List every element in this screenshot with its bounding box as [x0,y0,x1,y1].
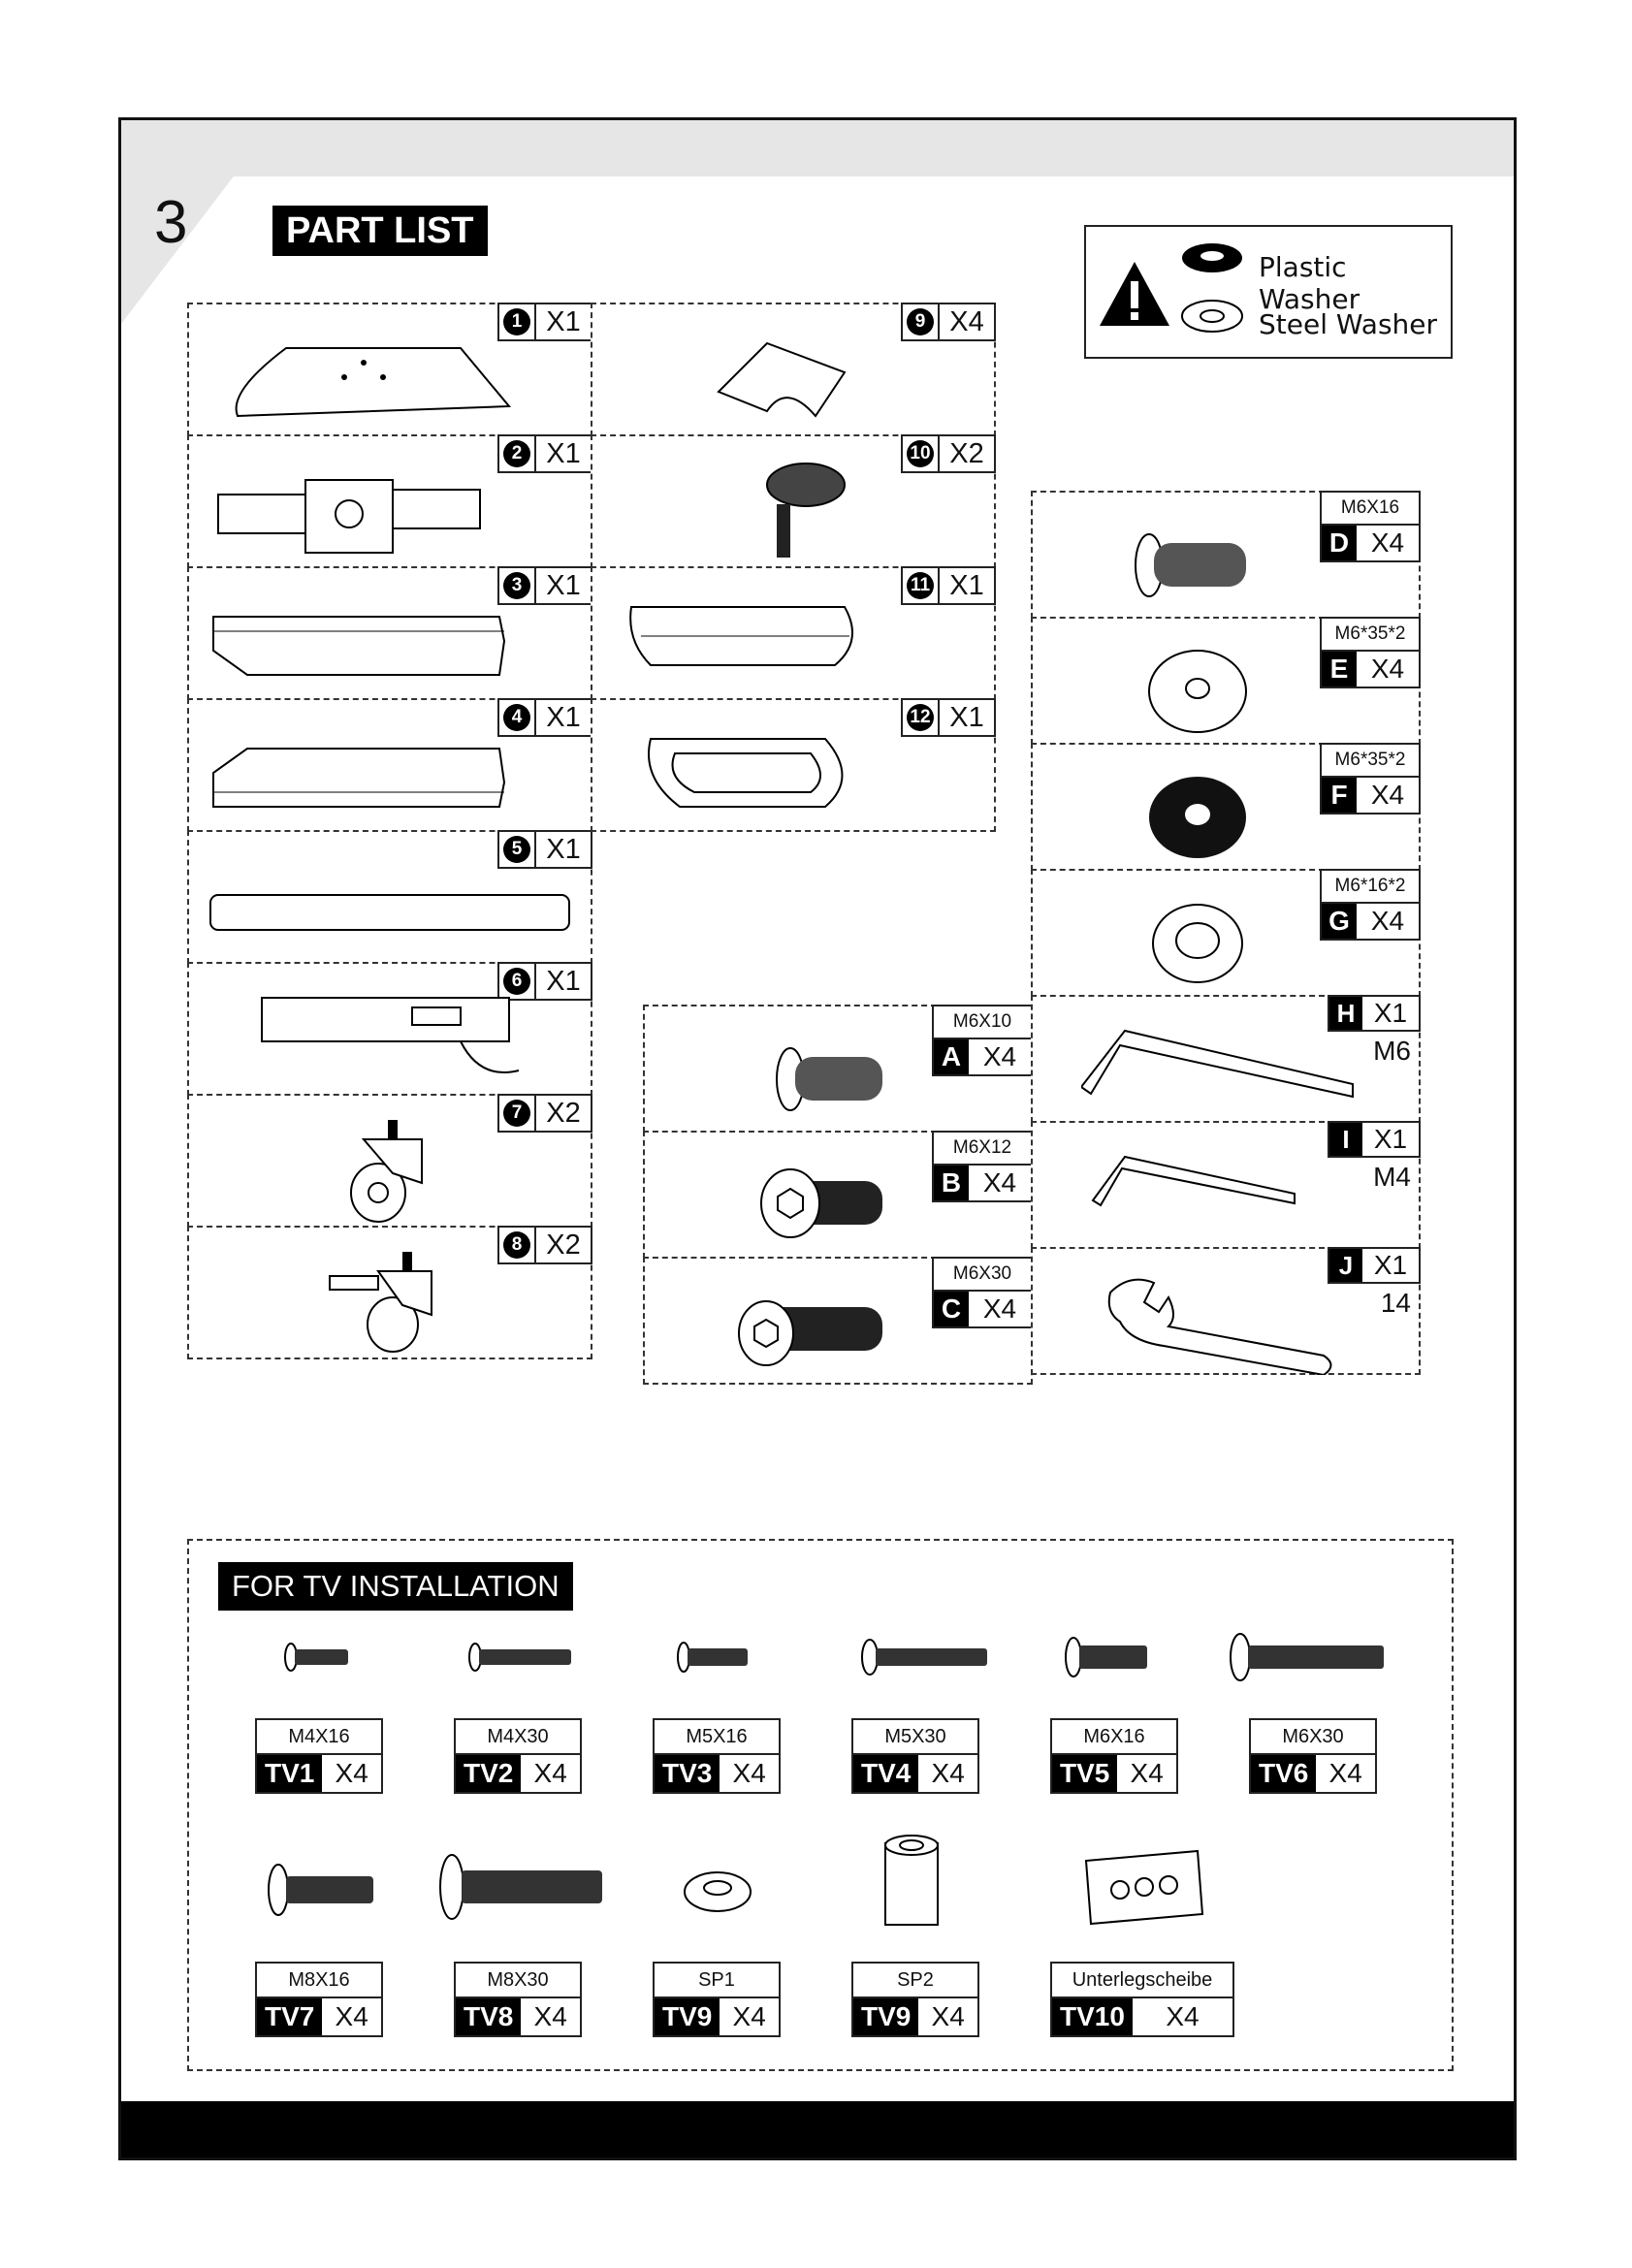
label-text: I [1329,1123,1362,1156]
label-text: X1 [938,700,994,735]
label-text: X4 [982,1167,1017,1198]
label-text: X2 [534,1096,591,1131]
hardware-g-cell [1031,869,1421,997]
label-text: X4 [533,2001,567,2031]
label-text: X1 [1373,1124,1408,1154]
plastic-washer-icon [1178,239,1246,277]
part-6-cell [187,962,592,1096]
wrench-drawing [1101,1268,1353,1375]
label-text: 5 [503,836,530,863]
part-1-cell [187,303,592,436]
label-text: X4 [1370,654,1405,684]
label-text: M6*35*2 [1322,619,1419,652]
tv5-label [1050,1718,1178,1794]
screw-a-drawing [771,1026,897,1123]
label-text: M5X16 [653,1718,781,1753]
label-text: X4 [982,1041,1017,1071]
plastic-washer-f-drawing [1139,764,1256,861]
tv8-screw-drawing [436,1851,606,1924]
hex-key-m4-drawing [1091,1147,1314,1234]
part-7-cell [187,1094,592,1228]
label-text: X4 [1370,906,1405,936]
top-cover-drawing [622,592,864,689]
tv7-label [255,1962,383,2037]
footer-band [121,2101,1514,2157]
tv10-plate-drawing [1081,1846,1207,1933]
tube-drawing [208,885,577,943]
label-text [499,568,534,603]
label-text: TV2 [456,1755,521,1792]
label-text [903,304,938,339]
part-number: 1 [503,308,530,335]
label-text: 11 [907,572,934,599]
label-text: X1 [534,568,591,603]
label-text [903,700,938,735]
part-3-cell [187,566,592,700]
label-text: TV8 [456,1998,521,2035]
label-text: X4 [1370,527,1405,558]
label-text: E [1322,652,1357,687]
label-text: X1 [938,568,994,603]
label-text [499,832,534,867]
label-text: TV1 [257,1755,322,1792]
label-text [499,436,534,471]
part-5-cell [187,830,592,964]
tv5-screw-drawing [1062,1633,1159,1681]
label-text [499,1096,534,1131]
label-text: TV3 [655,1755,720,1792]
caster-drawing [335,1115,451,1227]
label-text: M6X10 [934,1006,1031,1039]
page-title: PART LIST [272,206,488,256]
screw-d-drawing [1130,512,1265,609]
label-text: M4X30 [454,1718,582,1753]
tv9-sleeve-drawing [878,1832,945,1933]
tv4-label [851,1718,979,1794]
base-plate-drawing [218,334,528,431]
bottom-cover-drawing [631,719,864,826]
tool-i-cell [1031,1121,1421,1249]
label-text: F [1322,778,1357,813]
manual-page [118,117,1517,2160]
part-4-cell [187,698,592,832]
hardware-c-cell [643,1257,1033,1385]
label-text [903,568,938,603]
label-text: X4 [1130,1758,1164,1788]
tool-j-cell [1031,1247,1421,1375]
lower-column-drawing [208,744,519,821]
label-text [499,1228,534,1262]
tv10-label [1050,1962,1234,2037]
label-text: TV9 [655,1998,720,2035]
label-text: 4 [503,704,530,731]
tv-section-title: FOR TV INSTALLATION [218,1562,573,1611]
label-text: X1 [534,832,591,867]
label-text: 9 [907,308,934,335]
label-text: C [934,1292,969,1326]
label-text: M6X16 [1050,1718,1178,1753]
hardware-d-cell [1031,491,1421,619]
label-text: M6*16*2 [1322,871,1419,904]
part-11-cell [591,566,996,700]
tv3-label [653,1718,781,1794]
label-text: TV5 [1052,1755,1117,1792]
part-9-cell [591,303,996,436]
step-number: 3 [154,189,188,256]
label-text: Unterlegscheibe [1050,1962,1234,1996]
tv-bracket-drawing [208,465,499,562]
label-text: M6X16 [1322,493,1419,526]
tv2-screw-drawing [465,1638,582,1677]
label-text: 10 [907,440,934,467]
label-text: J [1329,1249,1362,1282]
hardware-a-cell [643,1005,1033,1133]
knob-screw-drawing [748,456,854,567]
label-text: X1 [1373,998,1408,1028]
label-text: TV10 [1052,1998,1133,2035]
label-text: X4 [982,1294,1017,1324]
tv8-label [454,1962,582,2037]
label-text: M6*35*2 [1322,745,1419,778]
label-text: M6X30 [934,1259,1031,1292]
label-text: B [934,1166,969,1200]
label-text: TV4 [853,1755,918,1792]
part-8-cell [187,1226,592,1359]
steel-washer-icon [1178,295,1246,337]
washer-legend [1084,225,1453,359]
part-2-cell [187,434,592,568]
tv6-label [1249,1718,1377,1794]
upper-column-drawing [208,612,519,689]
label-text: M4X16 [255,1718,383,1753]
label-text: X4 [732,1758,766,1788]
tv2-label [454,1718,582,1794]
steel-washer-e-drawing [1139,638,1256,735]
label-text: X1 [534,700,591,735]
part-qty: X1 [534,304,591,339]
label-text: M6X30 [1249,1718,1377,1753]
hardware-f-cell [1031,743,1421,871]
header-band [121,120,1514,176]
tv1-label [255,1718,383,1794]
label-text [499,700,534,735]
clip-drawing [709,334,864,431]
label-text: 12 [907,704,934,731]
label-text: X4 [931,2001,965,2031]
label-text: X4 [335,2001,368,2031]
tv4-screw-drawing [858,1633,994,1681]
label-text: D [1322,526,1357,560]
label-text: X4 [335,1758,368,1788]
label-text: SP2 [851,1962,979,1996]
label-text: SP1 [653,1962,781,1996]
tv1-screw-drawing [281,1638,359,1677]
label-text: X4 [938,304,994,339]
locking-caster-drawing [325,1247,461,1358]
tv9-spacer-drawing [679,1861,756,1919]
label-text: G [1322,904,1357,939]
label-text: X4 [1166,2001,1200,2031]
label-text: X2 [534,1228,591,1262]
label-text: 2 [503,440,530,467]
label-text: X1 [1373,1250,1408,1280]
tv9-sp2-label [851,1962,979,2037]
part-12-cell [591,698,996,832]
tool-size: M4 [1373,1162,1411,1192]
tv9-sp1-label [653,1962,781,2037]
tv-installation-section [187,1539,1454,2071]
label-text: A [934,1039,969,1074]
screw-b-drawing [752,1157,897,1254]
step-corner [121,120,276,324]
label-text: X1 [534,436,591,471]
label-text: M8X16 [255,1962,383,1996]
label-text: M8X30 [454,1962,582,1996]
hardware-e-cell [1031,617,1421,745]
label-text: X4 [732,2001,766,2031]
tv6-screw-drawing [1227,1628,1392,1686]
label-text: M6X12 [934,1133,1031,1166]
label-text: TV6 [1251,1755,1316,1792]
label-text: X2 [938,436,994,471]
label-text [903,436,938,471]
label-text: X4 [1328,1758,1362,1788]
label-text: TV7 [257,1998,322,2035]
label-text: X4 [533,1758,567,1788]
label-text: 8 [503,1231,530,1259]
hex-key-m6-drawing [1081,1021,1362,1118]
tool-size: 14 [1380,1288,1411,1318]
label-text: 6 [503,968,530,995]
label-text: X1 [534,964,591,999]
tv3-screw-drawing [674,1638,761,1677]
label-text: M5X30 [851,1718,979,1753]
label-text: 3 [503,572,530,599]
power-column-drawing [257,993,567,1090]
label-text: X4 [1370,780,1405,810]
hardware-b-cell [643,1131,1033,1259]
tool-h-cell [1031,995,1421,1123]
tv7-screw-drawing [265,1861,381,1919]
screw-c-drawing [727,1283,892,1380]
steel-washer-label: Steel Washer [1259,308,1438,340]
label-text: TV9 [853,1998,918,2035]
label-text: X4 [931,1758,965,1788]
washer-g-drawing [1139,890,1256,987]
label-text: 7 [503,1100,530,1127]
plastic-washer-label: Plastic Washer [1259,251,1360,315]
tool-size: M6 [1373,1036,1411,1066]
part-10-cell [591,434,996,568]
label-text: H [1329,997,1362,1030]
warning-icon [1096,256,1173,334]
